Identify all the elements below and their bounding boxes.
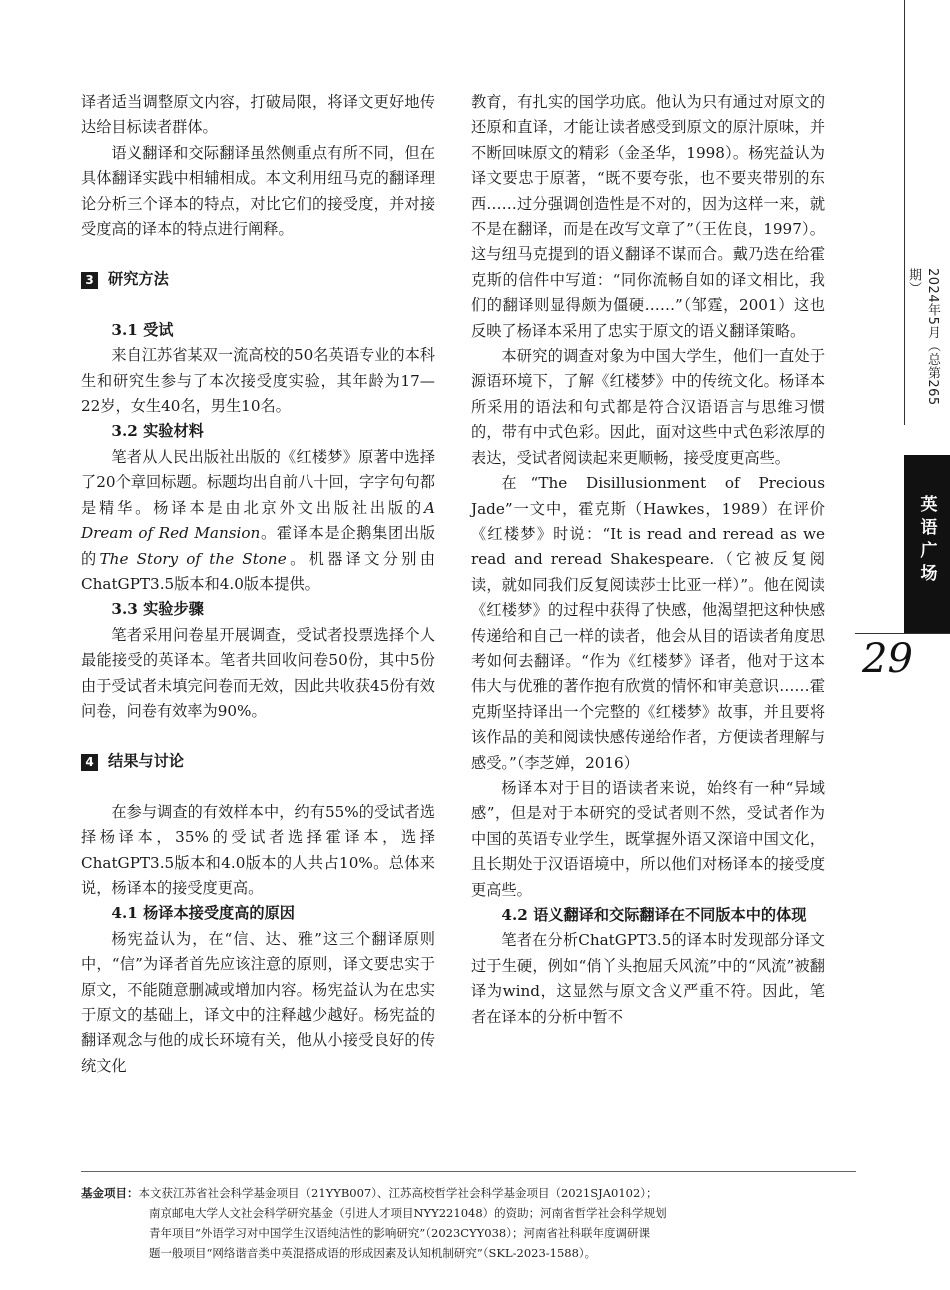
right-column [471,90,825,1030]
paragraph: 来自江苏省某双一流高校的50名英语专业的本科生和研究生参与了本次接受度实验，其年龄为17—22岁，女生40名，男生10名。 [81,346,435,416]
page-number: 29 [862,636,913,682]
left-column [81,90,435,1079]
section-title: 结果与讨论 [108,752,184,771]
section-heading-3 [81,267,435,292]
column-tab [904,455,950,633]
book-title: A Dream of Red Mansion [81,498,435,543]
paragraph: 杨宪益认为，在“信、达、雅”这三个翻译原则中，“信”为译者首先应该注意的原则，译文要忠实于原文，不能随意删减或增加内容。杨宪益认为在忠实于原文的基础上，译文中的注释越少越好。杨宪益的翻译观念与他的成长环境有关，他从小接受良好的传统文化 [81,929,435,1075]
subsection-heading: 3.3 实验步骤 [111,600,204,619]
paragraph: 笔者在分析ChatGPT3.5的译本时发现部分译文过于生硬，例如“俏丫头抱屈夭风流”中的“风流”被翻译为wind，这显然与原文含义严重不符。因此，笔者在译本的分析中暂不 [471,931,825,1026]
paragraph: 杨译本对于目的语读者来说，始终有一种“异域感”，但是对于本研究的受试者则不然，受试者作为中国的英语专业学生，既掌握外语又深谙中国文化，且长期处于汉语语境中，所以他们对杨译本的接受度更高些。 [471,778,825,899]
paragraph: 教育，有扎实的国学功底。他认为只有通过对原文的还原和直译，才能让读者感受到原文的原汁原味，并不断回味原文的精彩（金圣华，1998）。杨宪益认为译文要忠于原著，“既不要夸张，也不要夹带别的东西……过分强调创造性是不对的，因为这样一来，就不是在翻译，而是在改写文章了”（王佐良，1997）。这与纽马克提到的语义翻译不谋而合。戴乃迭在给霍克斯的信件中写道：“同你流畅自如的译文相比，我们的翻译则显得颇为僵硬……”（邹霆，2001）这也反映了杨译本采用了忠实于原文的语义翻译策略。 [471,93,825,340]
subsection-heading: 3.2 实验材料 [111,422,204,441]
section-number-badge: 4 [81,754,98,771]
paragraph: 译者适当调整原文内容，打破局限，将译文更好地传达给目标读者群体。 [81,93,435,137]
footnote-line: 青年项目“外语学习对中国学生汉语纯洁性的影响研究”（2023CYY038）；河南省社科联年度调研课 [149,1226,650,1240]
subsection-heading: 4.1 杨译本接受度高的原因 [111,904,295,923]
side-divider [904,0,905,425]
footnote-line: 南京邮电大学人文社会科学研究基金（引进人才项目NYY221048）的资助；河南省哲学社会科学规划 [149,1206,667,1220]
footnote-divider [81,1171,856,1172]
column-name: 英语广场 [916,495,937,587]
footnote-line: 题一般项目“网络谐音类中英混搭成语的形成因素及认知机制研究”（SKL-2023-1588）。 [149,1246,597,1260]
issue-date: 2024年5月（总第265期） [906,268,940,406]
paragraph: 在参与调查的有效样本中，约有55%的受试者选择杨译本，35%的受试者选择霍译本，选择ChatGPT3.5版本和4.0版本的人共占10%。总体来说，杨译本的接受度更高。 [81,802,435,897]
section-heading-4 [81,749,435,774]
paragraph: 语义翻译和交际翻译虽然侧重点有所不同，但在具体翻译实践中相辅相成。本文利用纽马克的翻译理论分析三个译本的特点，对比它们的接受度，并对接受度高的译本的特点进行阐释。 [81,143,435,239]
footnote-label: 基金项目： [81,1186,139,1200]
section-title: 研究方法 [108,270,169,289]
book-title: The Story of the Stone [99,549,287,568]
footnote-line: 基金项目：本文获江苏省社会科学基金项目（21YYB007）、江苏高校哲学社会科学基金项目（2021SJA0102）； [81,1186,658,1200]
subsection-heading: 4.2 语义翻译和交际翻译在不同版本中的体现 [501,906,807,924]
page-number-rule [855,633,950,634]
section-number-badge: 3 [81,272,98,289]
subsection-heading: 3.1 受试 [111,320,174,339]
paragraph: 在“The Disillusionment of Precious Jade”一文中，霍克斯（Hawkes，1989）在评价《红楼梦》时说：“It is read and reread as we read and reread Shakespeare.（它被反复阅读，就如同我们反复阅读莎士比亚一样）”。他在阅读《红楼梦》的过程中获得了快感，他渴望把这种快感传递给和自己一样的读者，他会从目的语读者角度思考如何去翻译。“作为《红楼梦》译者，他对于这本伟大与优雅的著作抱有欣赏的情怀和审美意识……霍克斯坚持译出一个完整的《红楼梦》故事，并且要将该作品的美和阅读快感传递给作者，方便读者理解与感受。”（李芝婵，2016） [471,474,825,772]
paragraph: 笔者采用问卷星开展调查，受试者投票选择个人最能接受的英译本。笔者共回收问卷50份，其中5份由于受试者未填完问卷而无效，因此共收获45份有效问卷，问卷有效率为90%。 [81,625,435,720]
paragraph: 笔者从人民出版社出版的《红楼梦》原著中选择了20个章回标题。标题均出自前八十回，字字句句都是精华。杨译本是由北京外文出版社出版的A Dream of Red Mansion。霍译本是企鹅集团出版的The Story of the Stone。机器译文分别由ChatGPT3.5版本和4.0版本提供。 [81,447,436,593]
paragraph: 本研究的调查对象为中国大学生，他们一直处于源语环境下，了解《红楼梦》中的传统文化。杨译本所采用的语法和句式都是符合汉语语言与思维习惯的，带有中式色彩。因此，面对这些中式色彩浓厚的表达，受试者阅读起来更顺畅，接受度更高些。 [471,347,825,467]
